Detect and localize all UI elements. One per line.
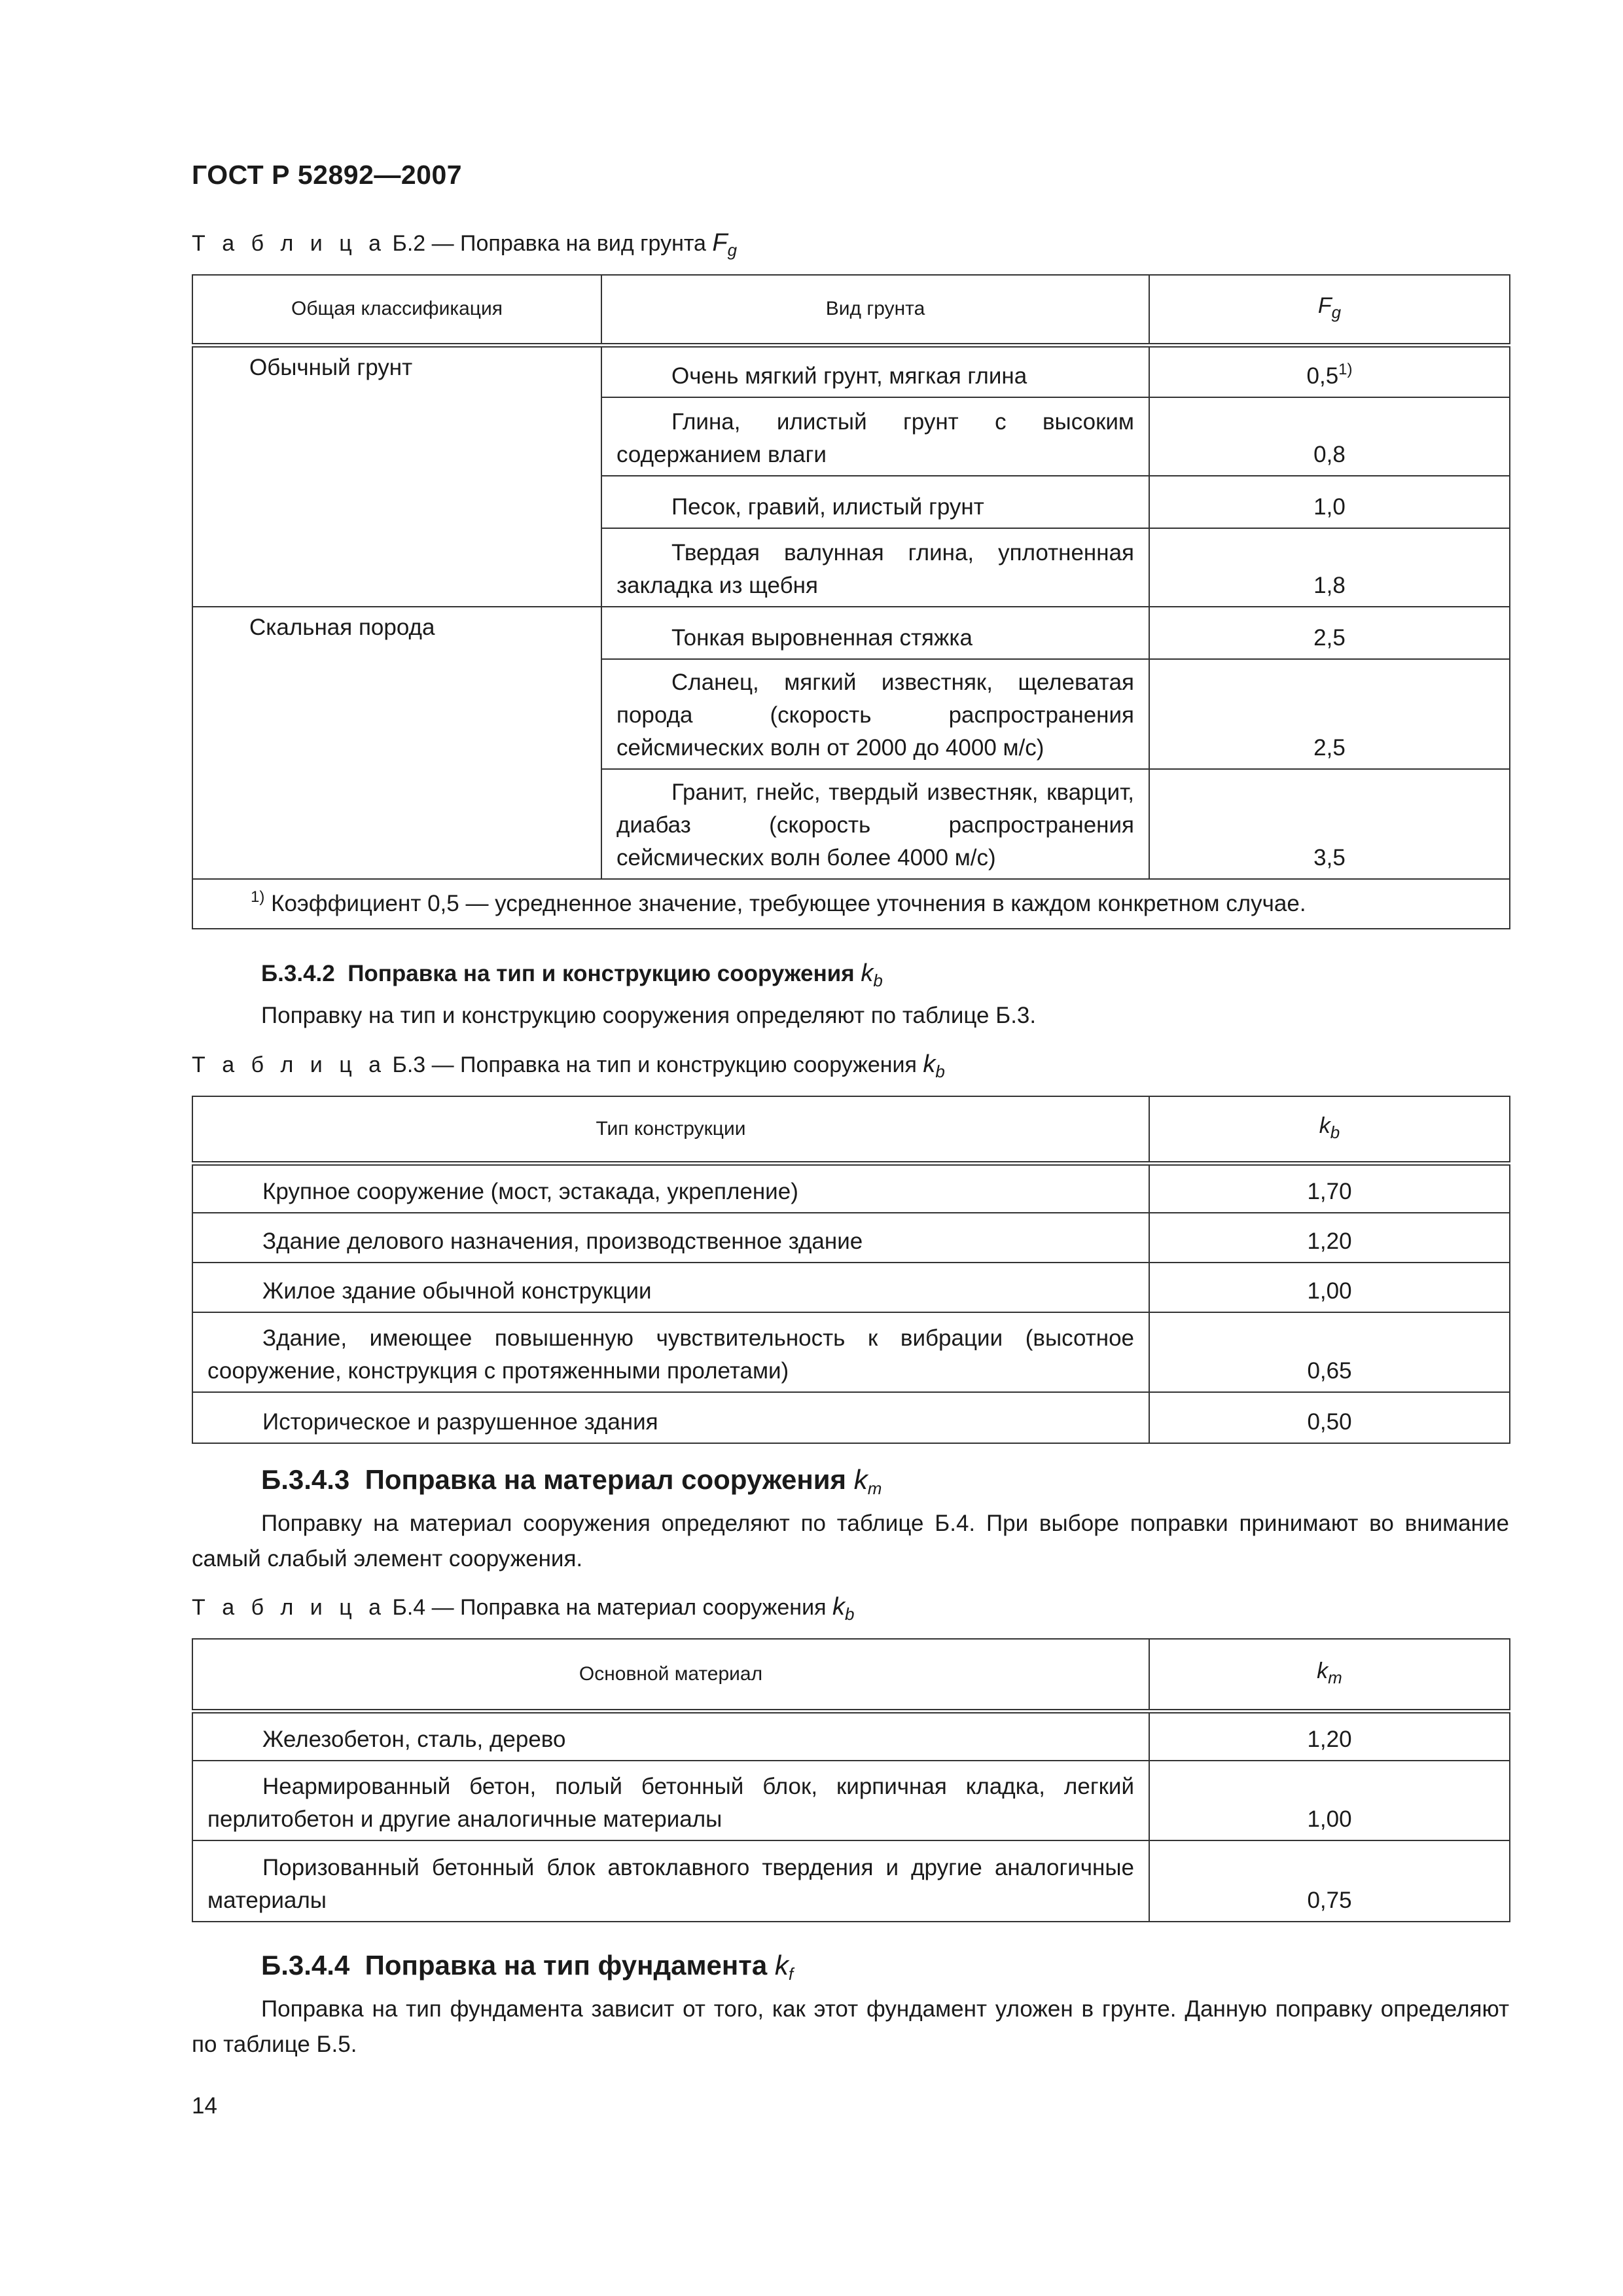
material-cell: Поризованный бетонный блок автоклавного твердения и другие аналогичные материалы — [192, 1840, 1149, 1922]
construction-type-cell: Здание делового назначения, производственное здание — [192, 1213, 1149, 1263]
table-caption-text: Б.4 — Поправка на материал сооружения — [392, 1595, 827, 1620]
column-header: $k_m$ — [1149, 1639, 1510, 1711]
section-heading: Б.3.4.3 Поправка на материал сооружения $k_m$ — [261, 1464, 882, 1498]
value-cell: 1,0 — [1149, 476, 1510, 528]
section-body: Поправка на тип фундамента зависит от того, как этот фундамент уложен в грунте. Данную поправку определяют по таблице Б.5. — [192, 1996, 1509, 2057]
table-row — [192, 1312, 1510, 1392]
value-cell: 1,70 — [1149, 1163, 1510, 1213]
material-cell: Неармированный бетон, полый бетонный блок, кирпичная кладка, легкий перлитобетон и другие аналогичные материалы — [192, 1761, 1149, 1840]
table-caption-text: Б.3 — Поправка на тип и конструкцию сооружения — [392, 1052, 917, 1077]
section-heading: Б.3.4.2 Поправка на тип и конструкцию сооружения $k_b$ — [261, 960, 883, 990]
table-caption-prefix: Т а б л и ц а — [192, 231, 387, 256]
table-row — [192, 1213, 1510, 1263]
symbol: $k_b$ — [923, 1050, 945, 1081]
table-b3 — [192, 1096, 1510, 1444]
symbol: $F_g$ — [712, 229, 738, 260]
column-header: $F_g$ — [1149, 275, 1510, 345]
construction-type-cell: Историческое и разрушенное здания — [192, 1392, 1149, 1443]
column-header: Тип конструкции — [192, 1096, 1149, 1163]
table-header-row — [192, 1096, 1510, 1163]
construction-type-cell: Жилое здание обычной конструкции — [192, 1263, 1149, 1312]
column-header: $k_b$ — [1149, 1096, 1510, 1163]
group-label: Обычный грунт — [192, 345, 601, 607]
soil-type-cell: Сланец, мягкий известняк, щелеватая порода (скорость распространения сейсмических волн от 2000 до 4000 м/с) — [601, 659, 1149, 769]
table-caption-text: Б.2 — Поправка на вид грунта — [392, 231, 706, 256]
construction-type-cell: Здание, имеющее повышенную чувствительность к вибрации (высотное сооружение, конструкция с протяженными пролетами) — [192, 1312, 1149, 1392]
value-cell: 0,50 — [1149, 1392, 1510, 1443]
table-row — [192, 1392, 1510, 1443]
table-caption-prefix: Т а б л и ц а — [192, 1052, 387, 1077]
table-b4-caption — [192, 1593, 854, 1624]
soil-type-cell: Тонкая выровненная стяжка — [601, 607, 1149, 659]
symbol: $k_b$ — [832, 1593, 855, 1624]
table-b2-caption — [192, 229, 737, 260]
table-header-row — [192, 275, 1510, 345]
value-cell: 2,5 — [1149, 659, 1510, 769]
value-cell: 1,20 — [1149, 1711, 1510, 1761]
value-cell: 0,75 — [1149, 1840, 1510, 1922]
footnote-row — [192, 879, 1510, 929]
value-cell: 0,5$^{1)}$ — [1149, 345, 1510, 397]
construction-type-cell: Крупное сооружение (мост, эстакада, укрепление) — [192, 1163, 1149, 1213]
column-header: Вид грунта — [601, 275, 1149, 345]
section-body: Поправку на материал сооружения определяют по таблице Б.4. При выборе поправки принимают во внимание самый слабый элемент сооружения. — [192, 1511, 1509, 1571]
soil-type-cell: Гранит, гнейс, твердый известняк, кварцит, диабаз (скорость распространения сейсмических волн более 4000 м/с) — [601, 769, 1149, 879]
column-header: Основной материал — [192, 1639, 1149, 1711]
section-b344 — [192, 1948, 1509, 2062]
table-row — [192, 1840, 1510, 1922]
soil-type-cell: Песок, гравий, илистый грунт — [601, 476, 1149, 528]
value-cell: 2,5 — [1149, 607, 1510, 659]
soil-type-cell: Очень мягкий грунт, мягкая глина — [601, 345, 1149, 397]
table-header-row — [192, 1639, 1510, 1711]
footnote-mark: 1) — [1338, 361, 1353, 378]
value-cell: 0,8 — [1149, 397, 1510, 476]
section-heading: Б.3.4.4 Поправка на тип фундамента $k_f$ — [261, 1950, 794, 1984]
table-b2 — [192, 274, 1510, 929]
table-caption-prefix: Т а б л и ц а — [192, 1595, 387, 1620]
table-row — [192, 345, 1510, 397]
table-row — [192, 607, 1510, 659]
soil-type-cell: Глина, илистый грунт с высоким содержанием влаги — [601, 397, 1149, 476]
value-cell: 0,65 — [1149, 1312, 1510, 1392]
value-cell: 1,8 — [1149, 528, 1510, 607]
document-id: ГОСТ Р 52892—2007 — [192, 160, 463, 190]
table-row — [192, 1711, 1510, 1761]
value-cell: 3,5 — [1149, 769, 1510, 879]
value-cell: 1,00 — [1149, 1263, 1510, 1312]
page-number: 14 — [192, 2093, 217, 2119]
table-footnote: $^{1)}$ Коэффициент 0,5 — усредненное значение, требующее уточнения в каждом конкретном случае. — [192, 879, 1510, 929]
section-b342 — [192, 956, 1509, 1033]
soil-type-cell: Твердая валунная глина, уплотненная закладка из щебня — [601, 528, 1149, 607]
table-b3-caption — [192, 1050, 945, 1082]
group-label: Скальная порода — [192, 607, 601, 879]
table-row — [192, 1263, 1510, 1312]
value-cell: 1,20 — [1149, 1213, 1510, 1263]
material-cell: Железобетон, сталь, дерево — [192, 1711, 1149, 1761]
column-header: Общая классификация — [192, 275, 601, 345]
value-cell: 1,00 — [1149, 1761, 1510, 1840]
section-body: Поправку на тип и конструкцию сооружения определяют по таблице Б.3. — [261, 1003, 1037, 1028]
table-row — [192, 1761, 1510, 1840]
table-b4 — [192, 1638, 1510, 1922]
table-row — [192, 1163, 1510, 1213]
section-b343 — [192, 1462, 1509, 1577]
